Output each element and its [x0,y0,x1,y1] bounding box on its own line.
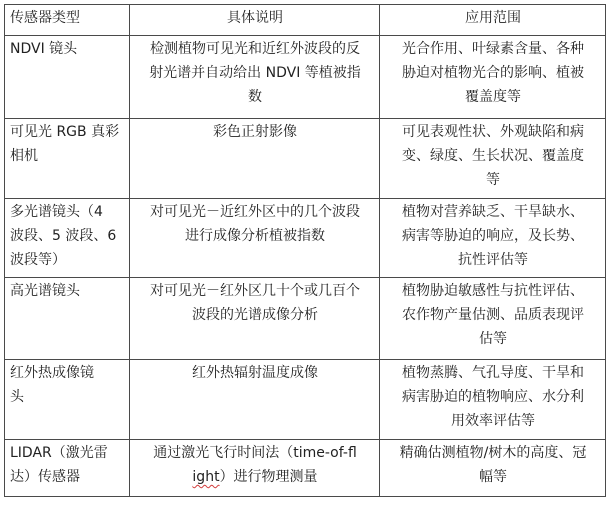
cell-line: 进行成像分析植被指数 [185,228,325,244]
cell-line: 幅等 [479,469,507,485]
cell-line: 胁迫对植物光合的影响、植被 [402,65,584,81]
table-row [5,119,606,199]
description-cell [130,199,380,278]
cell-line: 光合作用、叶绿素含量、各种 [402,41,584,57]
description-cell [130,440,380,497]
sensor-table [4,4,606,497]
application-cell [380,278,606,360]
application-cell [380,119,606,199]
cell-line: 波段的光谱成像分析 [192,307,318,323]
cell-line: 覆盖度等 [465,89,521,105]
description-cell [130,119,380,199]
cell-line: 估等 [479,331,507,347]
header-row [5,5,606,36]
application-cell [380,440,606,497]
table-row [5,36,606,119]
cell-line: 病害等胁迫的响应，及长势、 [402,228,584,244]
cell-line: 精确估测植物/树木的高度、冠 [399,445,587,461]
sensor-type-cell [5,440,130,497]
cell-line: 头 [10,389,24,405]
cell-line: 多光谱镜头（4 [10,204,103,220]
header-sensor-type: 传感器类型 [5,5,130,36]
spellcheck-underlined-text: ight [192,469,220,485]
cell-line: 红外热辐射温度成像 [192,365,318,381]
application-cell [380,199,606,278]
cell-line: 通过激光飞行时间法（time-of-fl [153,445,357,461]
cell-line: 波段、5 波段、6 [10,228,117,244]
cell-line: 可见光 RGB 真彩 [10,124,120,140]
cell-line: 对可见光－近红外区中的几个波段 [150,204,360,220]
sensor-type-cell [5,36,130,119]
sensor-type-cell [5,119,130,199]
cell-line: 相机 [10,148,38,164]
cell-line: 植物胁迫敏感性与抗性评估、 [402,283,584,299]
cell-line: 等 [486,172,500,188]
table-row [5,199,606,278]
cell-line: 波段等） [10,252,66,268]
cell-line: 变、绿度、生长状况、覆盖度 [402,148,584,164]
header-application: 应用范围 [380,5,606,36]
cell-line: 红外热成像镜 [10,365,94,381]
description-cell [130,278,380,360]
table-row [5,278,606,360]
table-row [5,440,606,497]
sensor-type-cell [5,278,130,360]
sensor-type-cell [5,360,130,440]
description-cell [130,36,380,119]
cell-line: 对可见光－红外区几十个或几百个 [150,283,360,299]
cell-line: 病害胁迫的植物响应、水分利 [402,389,584,405]
description-cell [130,360,380,440]
cell-line: 用效率评估等 [451,413,535,429]
cell-line: 农作物产量估测、品质表现评 [402,307,584,323]
cell-line: 达）传感器 [10,469,80,485]
cell-line [135,465,375,489]
cell-line: LIDAR（激光雷 [10,445,108,461]
cell-line: 射光谱并自动给出 NDVI 等植被指 [149,65,361,81]
cell-line: 高光谱镜头 [10,283,80,299]
cell-line: NDVI 镜头 [10,41,78,57]
header-description: 具体说明 [130,5,380,36]
cell-line: 可见表观性状、外观缺陷和病 [402,124,584,140]
cell-line: 植物对营养缺乏、干旱缺水、 [402,204,584,220]
table-row [5,360,606,440]
cell-line: 抗性评估等 [458,252,528,268]
cell-line-rest: ）进行物理测量 [219,469,318,485]
cell-line: 植物蒸腾、气孔导度、干旱和 [402,365,584,381]
cell-line: 数 [248,89,262,105]
application-cell [380,360,606,440]
cell-line: 检测植物可见光和近红外波段的反 [150,41,360,57]
application-cell [380,36,606,119]
cell-line: 彩色正射影像 [213,124,297,140]
sensor-type-cell [5,199,130,278]
